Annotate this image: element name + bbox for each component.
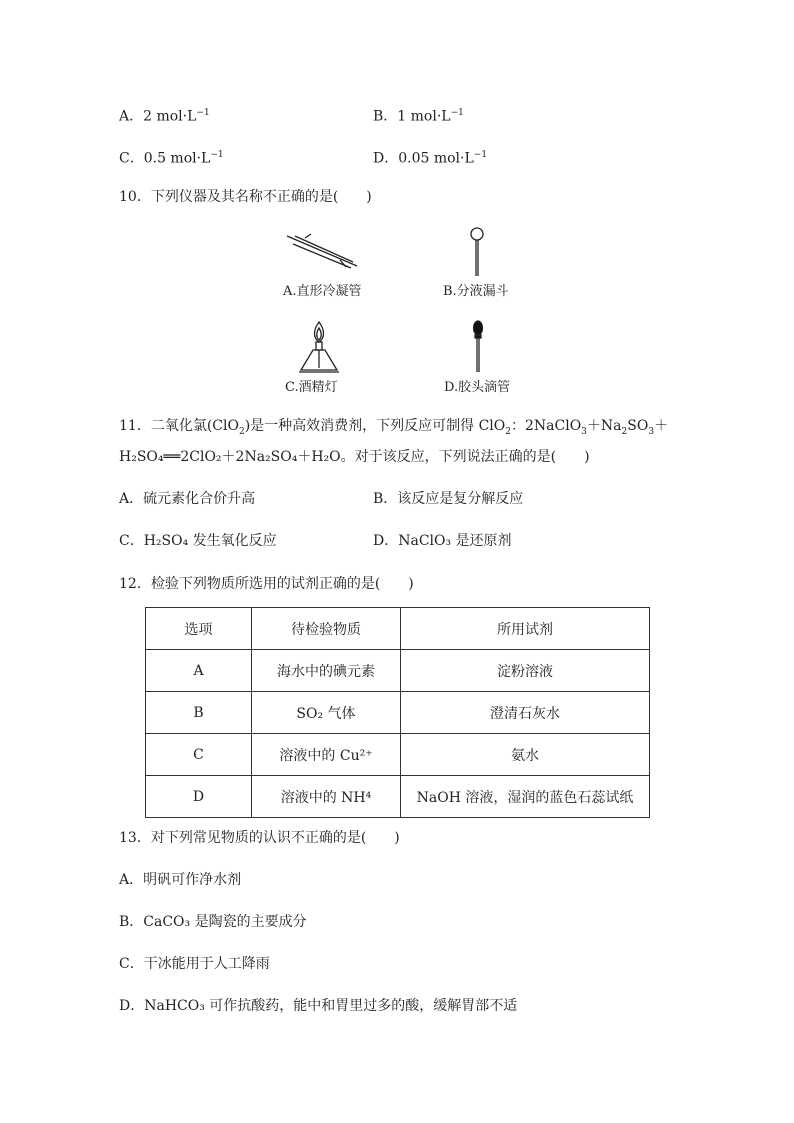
q9-option-c-sup: −1	[210, 150, 224, 160]
q11-option-d: D．NaClO₃ 是还原剂	[373, 533, 512, 549]
q11-line1-sub-c: 3	[581, 426, 587, 437]
alcohol-lamp-icon	[297, 320, 341, 374]
q11-line1-part-d: ＋Na	[586, 418, 622, 434]
separatory-funnel-icon	[467, 226, 487, 278]
q9-option-c	[119, 146, 224, 168]
table-header-cell: 所用试剂	[401, 608, 650, 650]
table-cell: 溶液中的 Cu²⁺	[252, 734, 401, 776]
q9-option-a-sup: −1	[196, 108, 210, 118]
dropper-icon	[470, 320, 486, 374]
q11-option-b: B．该反应是复分解反应	[373, 491, 524, 507]
table-cell: 氨水	[401, 734, 650, 776]
q11-option-c: C．H₂SO₄ 发生氧化反应	[119, 533, 277, 549]
table-cell: 海水中的碘元素	[252, 650, 401, 692]
q13-stem: 13．对下列常见物质的认识不正确的是( )	[119, 830, 400, 846]
q13-option-a: A．明矾可作净水剂	[119, 872, 242, 888]
table-cell: 溶液中的 NH⁴	[252, 776, 401, 818]
q9-option-d	[373, 146, 487, 168]
table-row	[146, 650, 650, 692]
reagent-table	[145, 607, 650, 818]
q11-line1-part-e: SO	[627, 418, 649, 434]
q9-option-d-sup: −1	[473, 150, 488, 160]
q9-option-c-text: C．0.5 mol·L	[119, 150, 211, 167]
table-row	[146, 776, 650, 818]
q9-option-b	[373, 104, 464, 126]
q11-line1-sub-e: 3	[648, 426, 655, 437]
table-cell: B	[146, 692, 252, 734]
table-header-cell: 待检验物质	[252, 608, 401, 650]
q11-line1-part-b: )是一种高效消费剂，下列反应可制得 ClO	[244, 418, 506, 434]
q11-line1-sub-d: 2	[621, 426, 628, 437]
q11-stem-line1	[119, 417, 668, 441]
q9-option-d-text: D．0.05 mol·L	[373, 150, 474, 167]
q9-option-b-text: B．1 mol·L	[373, 108, 451, 125]
q13-option-d: D．NaHCO₃ 可作抗酸药，能中和胃里过多的酸，缓解胃部不适	[119, 998, 518, 1014]
q11-line1-sub-b: 2	[505, 426, 511, 437]
q11-line1-part-a: 11．二氧化氯(ClO	[119, 418, 239, 434]
condenser-icon	[285, 232, 360, 270]
table-header-row	[146, 608, 650, 650]
table-cell: D	[146, 776, 252, 818]
q9-option-a-text: A．2 mol·L	[119, 108, 197, 125]
table-cell: C	[146, 734, 252, 776]
q13-option-c: C．干冰能用于人工降雨	[119, 956, 270, 972]
q12-stem: 12．检验下列物质所选用的试剂正确的是( )	[119, 576, 414, 592]
table-cell: 淀粉溶液	[401, 650, 650, 692]
q11-line1-part-c: ：2NaClO	[511, 418, 582, 434]
table-row	[146, 692, 650, 734]
table-row	[146, 734, 650, 776]
q11-option-a: A．硫元素化合价升高	[119, 491, 256, 507]
q11-line1-sub-a: 2	[238, 426, 245, 437]
q10-label-a: A.直形冷凝管	[283, 284, 362, 299]
table-cell: A	[146, 650, 252, 692]
q10-stem: 10．下列仪器及其名称不正确的是( )	[119, 189, 372, 205]
q9-option-a	[119, 104, 210, 126]
q13-option-b: B．CaCO₃ 是陶瓷的主要成分	[119, 914, 307, 930]
table-cell: 澄清石灰水	[401, 692, 650, 734]
q11-stem-line2: H₂SO₄══2ClO₂＋2Na₂SO₄＋H₂O。对于该反应，下列说法正确的是( )	[119, 449, 590, 465]
q10-label-b: B.分液漏斗	[443, 284, 509, 299]
q10-label-d: D.胶头滴管	[444, 380, 511, 395]
table-cell: SO₂ 气体	[252, 692, 401, 734]
table-header-cell: 选项	[146, 608, 252, 650]
q11-line1-part-f: ＋	[654, 418, 669, 434]
q10-label-c: C.酒精灯	[285, 380, 338, 395]
table-cell: NaOH 溶液，湿润的蓝色石蕊试纸	[401, 776, 650, 818]
q9-option-b-sup: −1	[450, 108, 464, 118]
